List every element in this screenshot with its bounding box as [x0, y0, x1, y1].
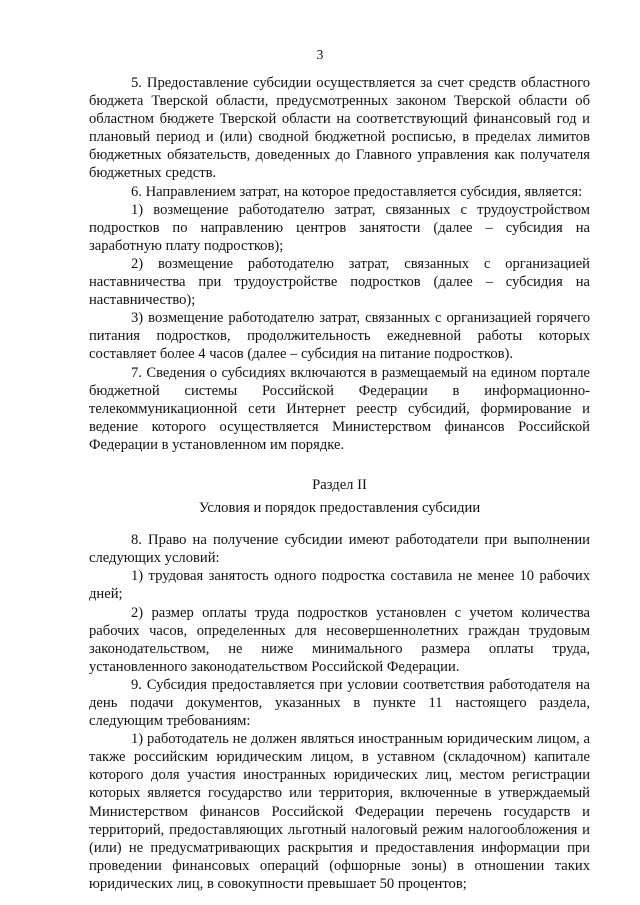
- paragraph-9-item-1: 1) работодатель не должен являться иностранным юридическим лицом, а также российским юридическим лицом, в уставном (складочном) капитале которого доля участия иностранных юридических лиц, местом регистрации которых является государство или территория, включенные в утверждаемый Министерством финансов Российской Федерации перечень государств и территорий, предоставляющих льготный налоговый режим налогообложения и (или) не предусматривающих раскрытия и предоставления информации при проведении финансовых операций (офшорные зоны) в отношении таких юридических лиц, в совокупности превышает 50 процентов;: [89, 731, 590, 892]
- document-body: [89, 74, 590, 893]
- paragraph-9: 9. Субсидия предоставляется при условии соответствия работодателя на день подачи документов, указанных в пункте 11 настоящего раздела, следующим требованиям:: [89, 676, 590, 730]
- paragraph-6-item-3: 3) возмещение работодателю затрат, связанных с организацией горячего питания подростков, продолжительность ежедневной работы которых составляет более 4 часов (далее – субсидия на питание подростков).: [89, 310, 590, 363]
- paragraph-8: 8. Право на получение субсидии имеют работодатели при выполнении следующих условий:: [89, 532, 590, 567]
- paragraph-8-item-2: 2) размер оплаты труда подростков установлен с учетом количества рабочих часов, определенных для несовершеннолетних граждан трудовым законодательством, не ниже минимального размера оплаты труда, установленного законодательством Российской Федерации.: [89, 604, 590, 675]
- paragraph-5: 5. Предоставление субсидии осуществляется за счет средств областного бюджета Тверской области, предусмотренных законом Тверской области об областном бюджете Тверской области на соответствующий финансовый год и плановый период и (или) сводной бюджетной росписью, в пределах лимитов бюджетных обязательств, доведенных до Главного управления как получателя бюджетных средств.: [89, 75, 590, 182]
- paragraph-6-item-2: 2) возмещение работодателю затрат, связанных с организацией наставничества при трудоустройстве подростков (далее – субсидия на наставничество);: [89, 255, 590, 309]
- section-heading: [89, 476, 590, 517]
- section-title: Условия и порядок предоставления субсидии: [198, 500, 481, 517]
- paragraph-8-item-1: 1) трудовая занятость одного подростка составила не менее 10 рабочих дней;: [89, 568, 590, 603]
- paragraph-7: 7. Сведения о субсидиях включаются в размещаемый на едином портале бюджетной системы Российской Федерации в информационно-телекоммуникационной сети Интернет реестр субсидий, формирование и ведение которого осуществляется Министерством финансов Российской Федерации в установленном им порядке.: [89, 364, 590, 453]
- page-number: 3: [316, 47, 324, 62]
- paragraph-6-item-1: 1) возмещение работодателю затрат, связанных с трудоустройством подростков по направлению центров занятости (далее – субсидия на заработную плату подростков);: [89, 201, 590, 254]
- paragraph-6: 6. Направлением затрат, на которое предоставляется субсидия, является:: [131, 183, 583, 200]
- section-label: Раздел II: [312, 476, 367, 493]
